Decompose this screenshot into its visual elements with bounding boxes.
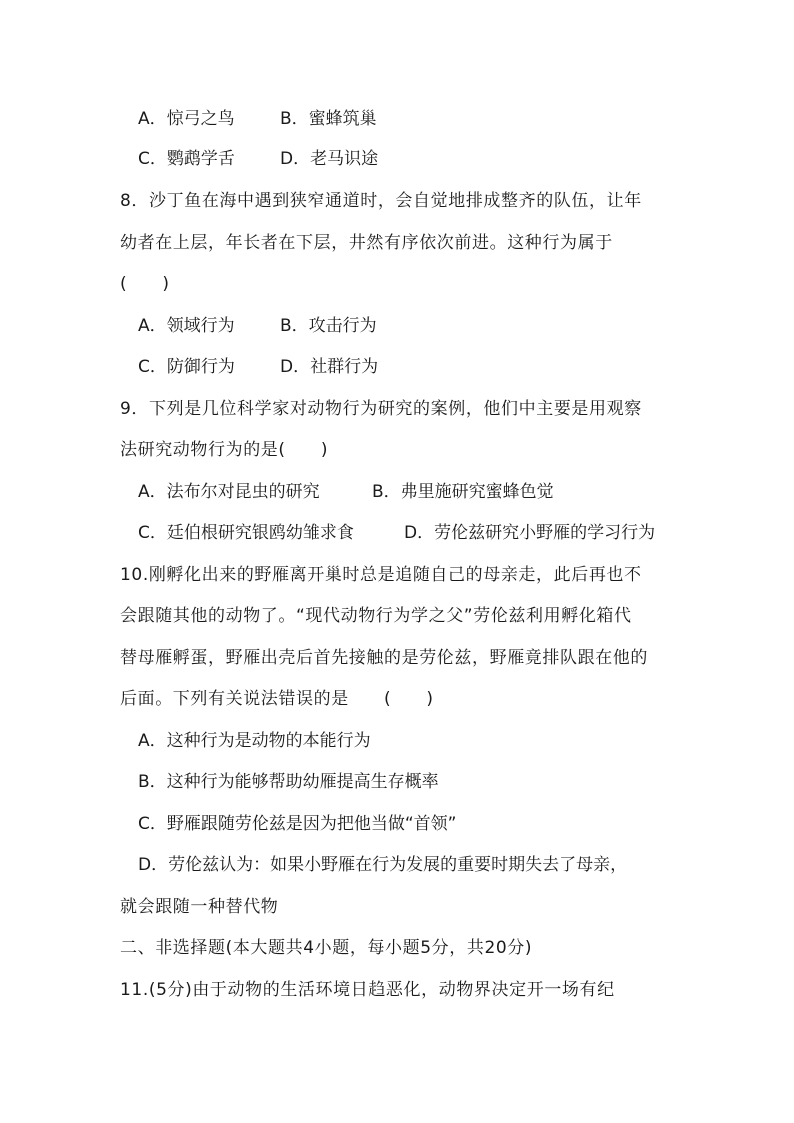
q9-stem-line-1: 9．下列是几位科学家对动物行为研究的案例，他们中主要是用观察 bbox=[120, 399, 642, 419]
q10-stem-line-4: 后面。下列有关说法错误的是 ( ) bbox=[120, 689, 434, 709]
q8-stem-line-2: 幼者在上层，年长者在下层，井然有序依次前进。这种行为属于 bbox=[120, 233, 613, 253]
q10-option-b: B．这种行为能够帮助幼雁提高生存概率 bbox=[138, 772, 439, 792]
q9-option-b: B．弗里施研究蜜蜂色觉 bbox=[372, 482, 554, 502]
q9-option-d: D．劳伦兹研究小野雁的学习行为 bbox=[404, 523, 656, 543]
q10-option-d-continuation: 就会跟随一种替代物 bbox=[120, 897, 279, 917]
section-2-heading: 二、非选择题(本大题共4小题，每小题5分，共20分) bbox=[120, 938, 533, 958]
q8-option-a: A．领域行为 bbox=[138, 316, 235, 336]
q7-option-d: D．老马识途 bbox=[280, 149, 379, 169]
q9-option-c: C．廷伯根研究银鸥幼雏求食 bbox=[138, 523, 354, 543]
q10-option-c: C．野雁跟随劳伦兹是因为把他当做“首领” bbox=[138, 814, 457, 834]
q10-stem-line-2: 会跟随其他的动物了。“现代动物行为学之父”劳伦兹利用孵化箱代 bbox=[120, 606, 632, 626]
q10-option-a: A．这种行为是动物的本能行为 bbox=[138, 731, 371, 751]
q8-stem-line-1: 8．沙丁鱼在海中遇到狭窄通道时，会自觉地排成整齐的队伍，让年 bbox=[120, 191, 642, 211]
q7-option-a: A．惊弓之鸟 bbox=[138, 109, 235, 129]
q7-option-b: B．蜜蜂筑巢 bbox=[280, 109, 377, 129]
q9-stem-line-2: 法研究动物行为的是( ) bbox=[120, 440, 329, 460]
q9-option-a: A．法布尔对昆虫的研究 bbox=[138, 482, 320, 502]
q10-stem-line-3: 替母雁孵蛋，野雁出壳后首先接触的是劳伦兹，野雁竟排队跟在他的 bbox=[120, 648, 648, 668]
q8-option-b: B．攻击行为 bbox=[280, 316, 377, 336]
q8-option-d: D．社群行为 bbox=[280, 357, 379, 377]
q10-option-d: D．劳伦兹认为：如果小野雁在行为发展的重要时期失去了母亲， bbox=[138, 855, 628, 875]
q8-stem-line-3: ( ) bbox=[120, 274, 170, 294]
q7-option-c: C．鹦鹉学舌 bbox=[138, 149, 235, 169]
q10-stem-line-1: 10.刚孵化出来的野雁离开巢时总是追随自己的母亲走，此后再也不 bbox=[120, 565, 642, 585]
q8-option-c: C．防御行为 bbox=[138, 357, 235, 377]
q11-stem-line-1: 11.(5分)由于动物的生活环境日趋恶化，动物界决定开一场有纪 bbox=[120, 980, 615, 1000]
